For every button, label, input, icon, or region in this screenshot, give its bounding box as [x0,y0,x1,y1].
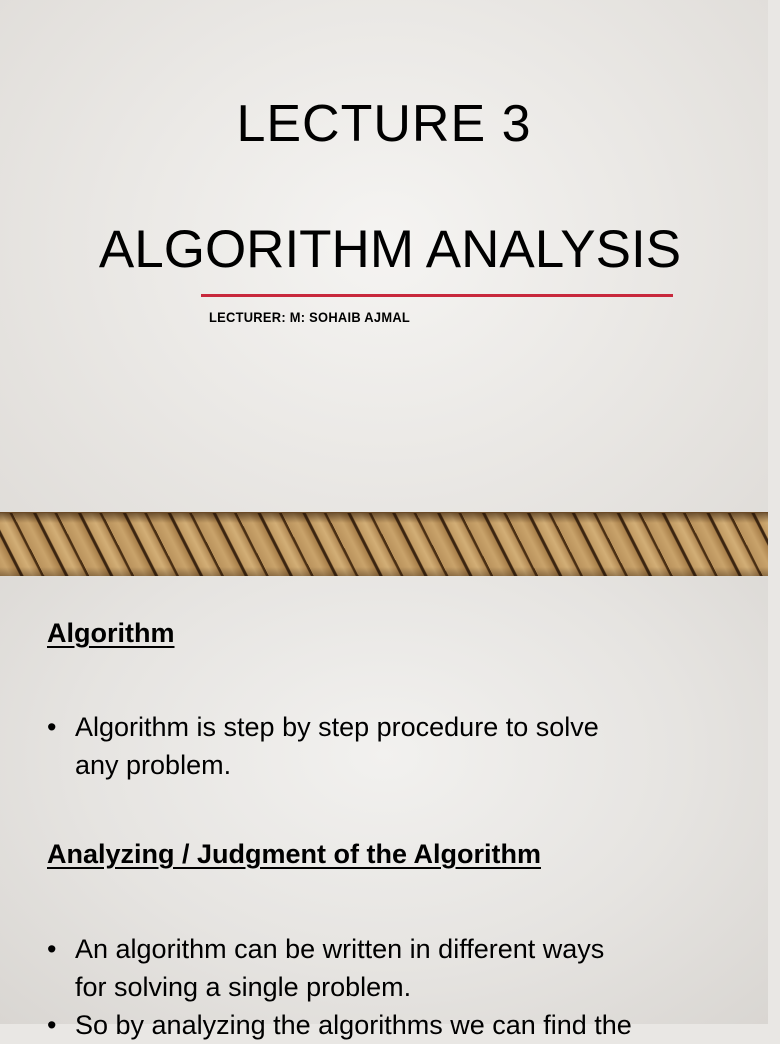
bullet-icon: • [47,712,57,742]
algorithm-heading: Algorithm [47,618,175,648]
lecture-topic-title: ALGORITHM ANALYSIS [98,220,682,279]
lecturer-name: LECTURER: M: SOHAIB AJMAL [209,309,411,325]
bullet-text: So by analyzing the algorithms we can find the [75,1010,632,1040]
analyzing-heading: Analyzing / Judgment of the Algorithm [47,839,541,869]
bullet-icon: • [47,934,57,964]
list-item [47,1006,737,1044]
bullet-icon: • [47,1010,57,1040]
list-item [47,930,737,1006]
lecture-number-title: LECTURE 3 [236,95,532,153]
title-divider [201,294,673,297]
bullet-text: Algorithm is step by step procedure to solve any problem. [75,712,599,780]
list-item [47,708,737,784]
bullet-text: An algorithm can be written in different ways for solving a single problem. [75,934,605,1002]
wood-floor-decoration [0,512,768,577]
content-slide [0,576,768,1040]
